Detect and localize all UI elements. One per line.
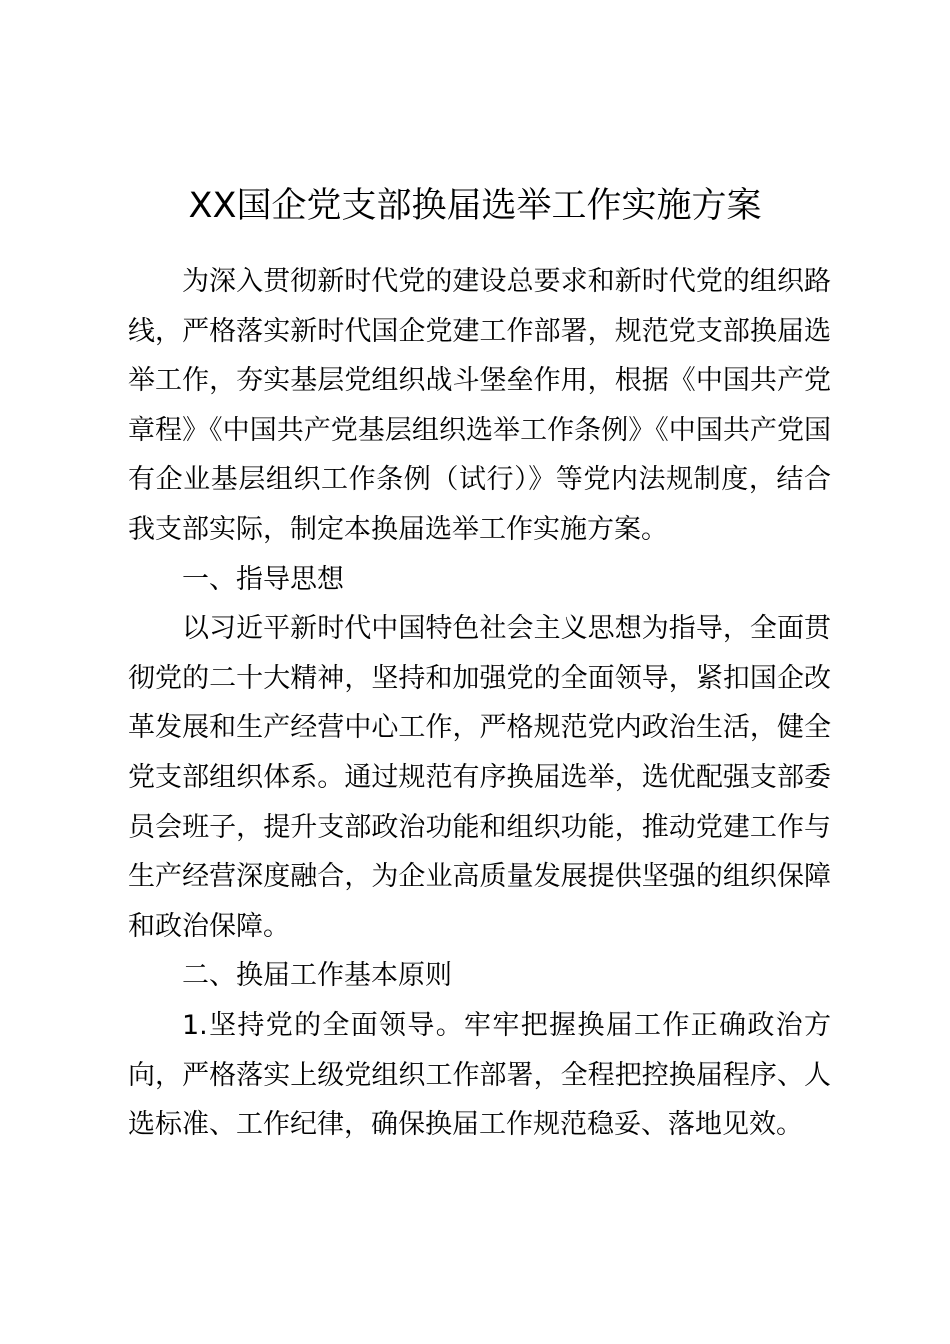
guiding-ideology-paragraph: 以习近平新时代中国特色社会主义思想为指导，全面贯彻党的二十大精神，坚持和加强党的全面领导，紧扣国企改革发展和生产经营中心工作，严格规范党内政治生活，健全党支部组织体系。通过规范有序换届选举，选优配强支部委员会班子，提升支部政治功能和组织功能，推动党建工作与生产经营深度融合，为企业高质量发展提供坚强的组织保障和政治保障。 [128,613,831,942]
document-title: XX国企党支部换届选举工作实施方案 [188,186,762,226]
principle-1-paragraph: 1.坚持党的全面领导。牢牢把握换届工作正确政治方向，严格落实上级党组织工作部署，全程把控换届程序、人选标准、工作纪律，确保换届工作规范稳妥、落地见效。 [128,1009,831,1141]
section-heading-guiding-ideology: 一、指导思想 [182,563,344,595]
intro-paragraph: 为深入贯彻新时代党的建设总要求和新时代党的组织路线，严格落实新时代国企党建工作部署，规范党支部换届选举工作，夯实基层党组织战斗堡垒作用，根据《中国共产党章程》《中国共产党基层组织选举工作条例》《中国共产党国有企业基层组织工作条例（试行）》等党内法规制度，结合我支部实际，制定本换届选举工作实施方案。 [128,266,831,545]
document-body [128,257,831,1150]
section-heading-basic-principles: 二、换届工作基本原则 [182,960,452,992]
